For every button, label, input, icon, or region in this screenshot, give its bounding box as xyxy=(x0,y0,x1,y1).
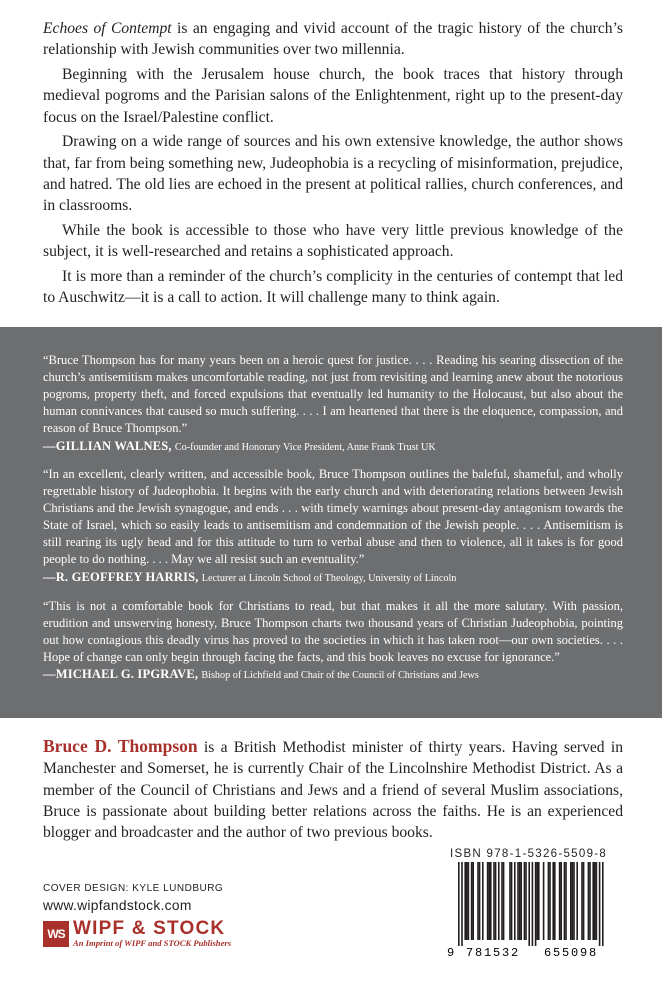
endorsement-text: “Bruce Thompson has for many years been on a heroic quest for justice. . . . Reading his searing dissection of the church’s antisemitism makes uncomfortable reading, not just from revisiting and learning anew about the notorious pogroms, property theft, and forced expulsions that eventually led humanity to the Holocaust, but also about the human connivances that caused so much suffering. . . . I am heartened that there is the eloquence, compassion, and reason of Bruce Thompson.” xyxy=(43,353,623,435)
barcode-bar xyxy=(564,862,566,940)
publisher-credits xyxy=(43,883,303,948)
barcode-bar xyxy=(583,862,585,940)
barcode-bar xyxy=(543,862,545,940)
barcode-bar xyxy=(525,862,527,940)
publisher-name: WIPF & STOCK xyxy=(73,918,226,939)
ean-lead-digit: 9 xyxy=(447,946,455,960)
barcode-bar xyxy=(488,862,490,940)
barcode-bar xyxy=(498,862,500,940)
barcode-bar xyxy=(554,862,556,940)
barcode-bar xyxy=(559,862,561,940)
barcode-bar xyxy=(487,862,489,940)
book-title: Echoes of Contempt xyxy=(43,20,172,37)
author-bio-text: is a British Methodist minister of thirty years. Having served in Manchester and Somerset, he is currently Chair of the Lincolnshire Methodist District. As a member of the Council of Christians and Jews and a friend of several Muslim associations, Bruce is passionate about building better relations across the faiths. He is an experienced blogger and broadcaster and the author of two previous books. xyxy=(43,739,623,842)
barcode-bar xyxy=(536,862,538,940)
barcode-bar xyxy=(592,862,594,940)
barcode-bar xyxy=(479,862,481,940)
blurb-paragraph-1 xyxy=(43,18,623,61)
barcode-bar xyxy=(549,862,551,940)
blurb-paragraph-5: It is more than a reminder of the church’s complicity in the centuries of contempt that led to Auschwitz—it is a call to action. It will challenge many to think again. xyxy=(43,267,623,307)
barcode-bar xyxy=(514,862,516,940)
endorser-role: Co-founder and Honorary Vice President, Anne Frank Trust UK xyxy=(174,441,436,453)
barcode-bar xyxy=(458,862,460,946)
barcode-bar xyxy=(464,862,466,940)
endorser-role: Bishop of Lichfield and Chair of the Council of Christians and Jews xyxy=(201,670,479,682)
barcode-bar xyxy=(493,862,495,940)
endorser-name: —MICHAEL G. IPGRAVE, xyxy=(43,667,199,682)
barcode-bar xyxy=(495,862,497,940)
endorsement-attribution xyxy=(43,438,623,457)
barcode-bar xyxy=(589,862,591,940)
barcode-bar xyxy=(581,862,583,940)
blurb-paragraph-3: Drawing on a wide range of sources and his own extensive knowledge, the author shows that, far from being something new, Judeophobia is a recycling of misinformation, prejudice, and hatred. The old lies are echoed in the present at political rallies, church conferences, and in classrooms. xyxy=(43,133,623,215)
endorsement-text: “In an excellent, clearly written, and accessible book, Bruce Thompson outlines the baleful, shameful, and wholly regrettable history of Judeophobia. It begins with the early church and with deteriorating relations between Jewish Christians and the Jewish synagogue, and ends . . . with timely warnings about present-day antagonism towards the State of Israel, which so easily leads to antisemitism and condemnation of the Jewish people. . . . Antisemitism is still rearing its ugly head and for this attitude to turn to verbal abuse and then to violence, all it takes is for good people to do nothing. . . . May we all resist such an eventuality.” xyxy=(43,467,623,566)
isbn-barcode xyxy=(444,848,624,970)
barcode-bar xyxy=(588,862,590,940)
publisher-wordmark xyxy=(73,919,231,948)
endorsement-attribution xyxy=(43,569,623,588)
isbn-label: ISBN 978-1-5326-5509-8 xyxy=(450,848,608,860)
barcode-bar xyxy=(501,862,503,940)
endorsements xyxy=(43,352,623,695)
barcode-bar xyxy=(573,862,575,940)
endorsement xyxy=(43,598,623,686)
barcode-digits xyxy=(444,944,624,960)
barcode-bar xyxy=(599,862,601,946)
blurb-paragraph-1-text: is an engaging and vivid account of the tragic history of the church’s relationship with Jewish communities over two millennia. xyxy=(43,20,623,59)
publisher-logo-icon: WS xyxy=(43,921,69,947)
publisher-website-link[interactable]: www.wipfandstock.com xyxy=(43,898,192,913)
back-cover-blurb xyxy=(43,18,623,312)
barcode-bar xyxy=(565,862,567,940)
publisher-imprint: An Imprint of WIPF and STOCK Publishers xyxy=(73,938,232,948)
ean-left-digits: 781532 xyxy=(466,946,521,960)
author-name: Bruce D. Thompson xyxy=(43,736,198,756)
barcode-bar xyxy=(490,862,492,940)
blurb-paragraph-4: While the book is accessible to those who have very little previous knowledge of the subject, it is well-researched and retains a sophisticated approach. xyxy=(43,221,623,261)
endorsement xyxy=(43,352,623,456)
barcode-bar xyxy=(570,862,572,940)
cover-design-credit: COVER DESIGN: KYLE LUNDBURG xyxy=(43,883,224,894)
endorsement-text: “This is not a comfortable book for Christians to read, but that makes it all the more salutary. With passion, erudition and unswerving honesty, Bruce Thompson charts two thousand years of Christian Judeophobia, pointing out how contagious this deadly virus has proved to the societies in which it has taken root—our own societies. . . . Hope of change can only begin through facing the facts, and this book leaves no excuse for ignorance.” xyxy=(43,598,623,664)
barcode-bar xyxy=(594,862,596,940)
barcode-bar xyxy=(466,862,468,940)
author-bio-paragraph xyxy=(43,736,623,843)
barcode-bar xyxy=(472,862,474,940)
barcode-bar xyxy=(532,862,534,946)
barcode-bar xyxy=(538,862,540,940)
barcode-bar xyxy=(560,862,562,940)
barcode-bar xyxy=(519,862,521,940)
barcode-bar xyxy=(517,862,519,940)
barcode-bar xyxy=(471,862,473,940)
barcode-bar xyxy=(548,862,550,940)
barcode-bar xyxy=(503,862,505,940)
endorsement xyxy=(43,466,623,587)
barcode-bar xyxy=(511,862,513,940)
barcode-bar xyxy=(524,862,526,940)
barcode-bar xyxy=(477,862,479,940)
barcode-bar xyxy=(528,862,530,946)
publisher-logo xyxy=(43,919,303,948)
blurb-paragraph-2: Beginning with the Jerusalem house church, the book traces that history through medieval pogroms and the Parisian salons of the Enlightenment, right up to the present-day focus on the Israel/Palestine conflict. xyxy=(43,65,623,126)
barcode-bars xyxy=(444,862,620,948)
barcode-bar xyxy=(468,862,470,940)
barcode-bar xyxy=(535,862,537,946)
barcode-bar xyxy=(509,862,511,940)
barcode-bar xyxy=(520,862,522,940)
barcode-bar xyxy=(572,862,574,940)
endorsement-attribution xyxy=(43,666,623,685)
endorser-role: Lecturer at Lincoln School of Theology, University of Lincoln xyxy=(201,572,457,584)
barcode-bar xyxy=(482,862,484,940)
ean-right-digits: 655098 xyxy=(544,946,599,960)
endorser-name: —R. GEOFFREY HARRIS, xyxy=(43,569,199,584)
barcode-bar xyxy=(552,862,554,940)
barcode-bar xyxy=(596,862,598,940)
barcode-bar xyxy=(461,862,463,946)
barcode-bar xyxy=(602,862,604,946)
endorser-name: —GILLIAN WALNES, xyxy=(43,438,172,453)
author-bio xyxy=(43,736,623,843)
barcode-bar xyxy=(576,862,578,940)
